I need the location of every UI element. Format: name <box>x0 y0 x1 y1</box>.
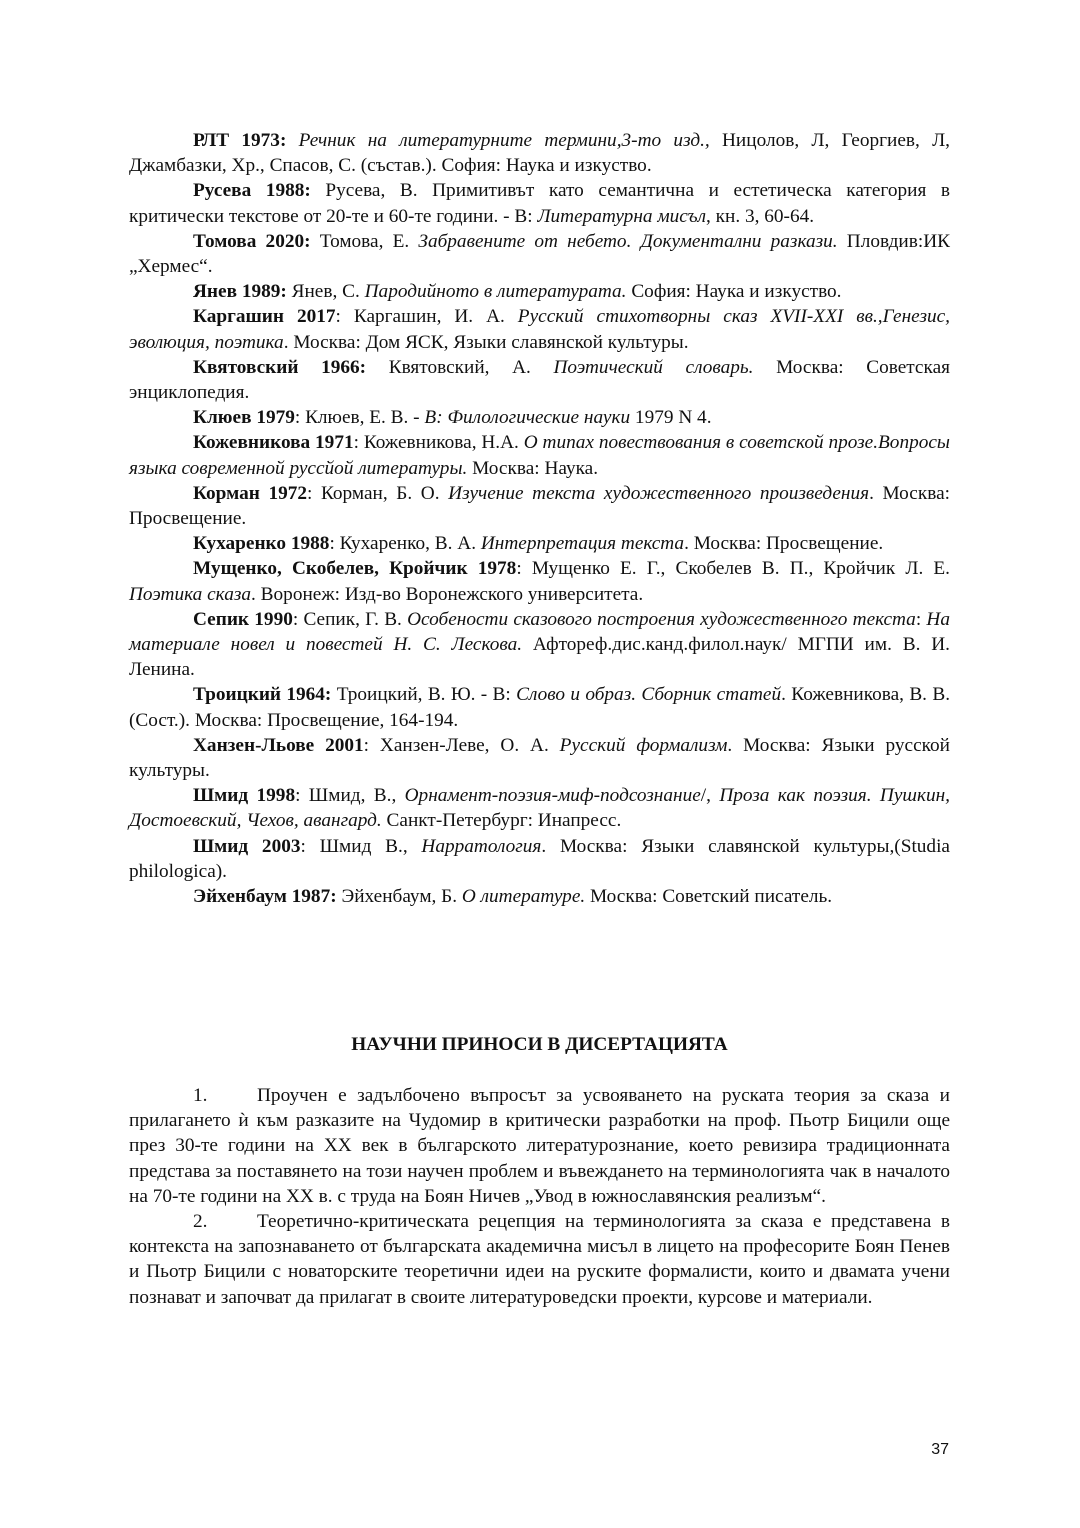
references-list <box>129 128 950 909</box>
reference-key: Каргашин 2017 <box>193 306 336 328</box>
reference-title: Проза как поэзия. Пушкин, Достоевский, Чехов, авангард. <box>129 785 951 832</box>
reference-text: Афтореф.дис.канд.филол.наук/ МГПИ им. В. И. Ленина. <box>129 634 950 681</box>
contribution-item <box>129 1083 950 1209</box>
reference-title: Речник на литературните термини,3-то изд., <box>298 130 710 151</box>
reference-key: Кухаренко 1988 <box>193 533 330 555</box>
contribution-number: 2. <box>193 1211 208 1233</box>
reference-key: Сепик 1990 <box>193 608 293 630</box>
reference-text: : <box>915 608 927 630</box>
reference-text: . Москва: Дом ЯСК, Языки славянской культуры. <box>283 331 689 353</box>
reference-text: : Мущенко Е. Г., Скобелев В. П., Кройчик Л. Е. <box>516 558 950 580</box>
reference-text: : Кожевникова, Н.А. <box>353 432 524 454</box>
reference-entry <box>129 405 950 430</box>
reference-entry <box>129 355 950 405</box>
reference-text: София: Наука и изкуство. <box>626 281 842 303</box>
reference-entry <box>129 178 950 228</box>
reference-entry <box>129 556 950 606</box>
reference-text: , кн. 3, 60-64. <box>706 205 815 227</box>
reference-title: О литературе. <box>461 886 586 908</box>
contribution-text: Теоретично-критическата рецепция на терминологията за сказа е представена в контекста на запознаването от българската академична мисъл в лицето на професорите Боян Пенев и Пьотр Бицили с новаторските теоретични идеи на руските формалисти, които и двамата учени познават и започват да прилагат в своите литературоведски проекти, курсове и материали. <box>129 1211 950 1308</box>
reference-title: Особености сказового построения художественного текста <box>407 608 916 630</box>
reference-text: /, <box>700 785 720 807</box>
reference-title: Русский формализм <box>559 734 728 756</box>
reference-text: Санкт-Петербург: Инапресс. <box>381 810 622 832</box>
reference-text: 1979 N 4. <box>630 407 712 429</box>
reference-key: Кожевникова 1971 <box>193 432 354 454</box>
reference-key: Клюев 1979 <box>193 407 295 429</box>
reference-text: Квятовский, А. <box>366 356 554 378</box>
contribution-text: Проучен е задълбочено въпросът за усвояването на руската теория за сказа и прилагането ѝ към разказите на Чудомир в критически разработки на проф. Пьотр Бицили още през 30-те години на ХХ век в българското литературознание, което ревизира традиционната представа за поставянето на този научен проблем и въвеждането на терминологията чак в началото на 70-те години на ХХ в. с труда на Боян Ничев „Увод в южнославянския реализъм“. <box>129 1085 950 1207</box>
reference-text <box>286 130 298 151</box>
reference-text: Москва: Советская энциклопедия. <box>129 356 950 404</box>
reference-text: : Шмид В., <box>300 835 422 857</box>
reference-key: РЛТ 1973: <box>193 130 287 151</box>
reference-entry <box>129 834 950 884</box>
reference-entry <box>129 229 950 279</box>
reference-entry <box>129 304 950 354</box>
reference-entry <box>129 481 950 531</box>
reference-text: Русева, В. Примитивът като семантична и естетическа категория в критически текстове от 20-те и 60-те години. - В: <box>129 180 950 227</box>
reference-title: Нарратология <box>421 835 542 857</box>
reference-title: В: Филологические науки <box>424 407 631 429</box>
reference-key: Эйхенбаум 1987: <box>193 886 337 908</box>
reference-text: Томова, Е. <box>310 230 419 252</box>
reference-text: . Кожевникова, В. В. (Сост.). Москва: Просвещение, 164-194. <box>129 684 951 731</box>
contributions-list <box>129 1083 950 1310</box>
reference-key: Шмид 2003 <box>193 835 301 857</box>
reference-title: Пародийното в литературата. <box>364 281 627 303</box>
section-title: НАУЧНИ ПРИНОСИ В ДИСЕРТАЦИЯТА <box>351 1034 728 1055</box>
reference-text: : Кухаренко, В. А. <box>329 533 481 555</box>
reference-text: : Шмид, В., <box>295 785 405 807</box>
reference-key: Троицкий 1964: <box>193 684 332 706</box>
reference-key: Ханзен-Льове 2001 <box>193 734 364 756</box>
reference-key: Янев 1989: <box>193 281 287 303</box>
reference-text: Ницолов, Л, Георгиев, Л, Джамбазки, Хр., Спасов, С. (състав.). София: Наука и изкуство. <box>129 130 950 177</box>
reference-text: Эйхенбаум, Б. <box>336 886 462 908</box>
reference-text: : Корман, Б. О. <box>307 482 449 504</box>
reference-text: : Клюев, Е. В. - <box>294 407 425 429</box>
reference-text: Москва: Наука. <box>467 457 599 479</box>
reference-title: Поэтика сказа <box>129 583 252 605</box>
reference-entry <box>129 607 950 683</box>
reference-text: . Москва: Языки русской культуры. <box>129 734 950 782</box>
reference-title: Поэтический словарь. <box>553 356 754 378</box>
reference-key: Корман 1972 <box>193 482 308 504</box>
reference-text: . Воронеж: Изд-во Воронежского университета. <box>251 583 644 605</box>
reference-entry <box>129 531 950 556</box>
reference-entry <box>129 279 950 304</box>
reference-text: : Каргашин, И. А. <box>335 306 518 328</box>
reference-text: Пловдив:ИК „Хермес“. <box>129 230 950 278</box>
reference-title: Забравените от небето. Документални разкази. <box>418 230 838 252</box>
reference-entry <box>129 128 950 178</box>
reference-title: На материале новел и повестей Н. С. Лескова. <box>129 608 950 656</box>
reference-text: . Москва: Просвещение. <box>684 533 884 555</box>
reference-title: О типах повествования в советской прозе.Вопросы языка современной руссйой литературы. <box>129 432 950 479</box>
reference-title: Слово и образ. Сборник статей <box>516 684 782 706</box>
reference-key: Томова 2020: <box>193 230 311 252</box>
reference-key: Мущенко, Скобелев, Кройчик 1978 <box>193 558 517 580</box>
reference-text: : Сепик, Г. В. <box>292 608 408 630</box>
reference-entry <box>129 884 950 909</box>
reference-key: Русева 1988: <box>193 180 311 202</box>
reference-entry <box>129 430 950 480</box>
reference-title: Изучение текста художественного произведения <box>448 482 870 504</box>
reference-title: Русский стихотворны сказ XVII-XXI вв.,Генезис, эволюция, поэтика <box>129 306 950 353</box>
reference-text: Янев, С. <box>286 281 365 303</box>
reference-title: Орнамент-поэзия-миф-подсознание <box>404 785 701 807</box>
reference-text: Троицкий, В. Ю. - В: <box>331 684 517 706</box>
contribution-number: 1. <box>193 1085 208 1106</box>
page-number: 37 <box>931 1441 949 1458</box>
reference-title: Интерпретация текста <box>480 533 685 555</box>
reference-key: Квятовский 1966: <box>193 356 367 378</box>
reference-entry <box>129 783 950 833</box>
contribution-item <box>129 1209 950 1310</box>
reference-entry <box>129 733 950 783</box>
reference-key: Шмид 1998 <box>193 785 296 807</box>
reference-text: . Москва: Просвещение. <box>129 482 950 530</box>
reference-title: Литературна мисъл <box>537 205 707 227</box>
reference-text: . Москва: Языки славянской культуры,(Studia philologica). <box>129 835 950 882</box>
reference-text: : Ханзен-Леве, О. А. <box>363 734 560 756</box>
reference-text: Москва: Советский писатель. <box>585 886 833 908</box>
reference-entry <box>129 682 950 732</box>
